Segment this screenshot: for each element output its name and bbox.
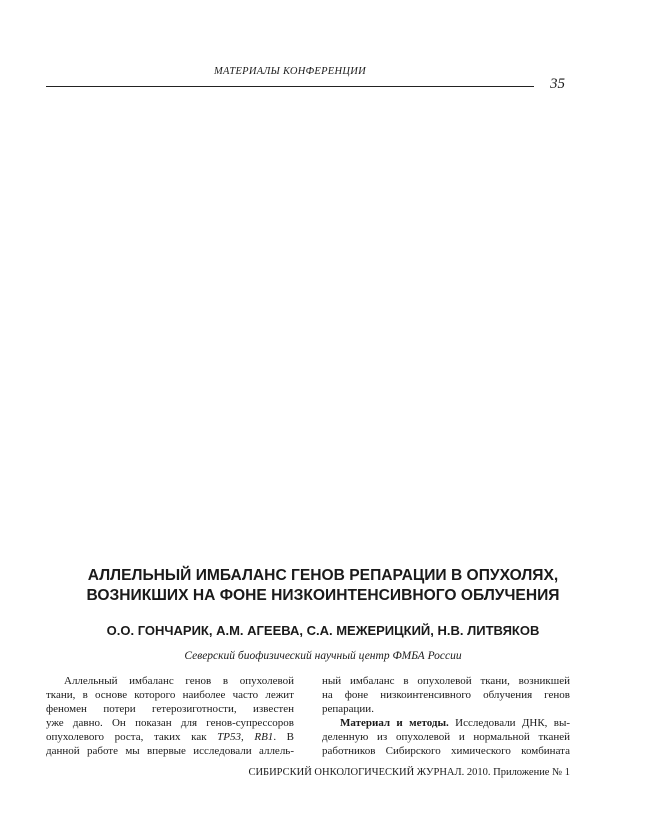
- body-line: данной работе мы впервые исследовали аллель-: [46, 745, 294, 757]
- authors: О.О. ГОНЧАРИК, А.М. АГЕЕВА, С.А. МЕЖЕРИЦКИЙ, Н.В. ЛИТВЯКОВ: [106, 623, 540, 638]
- body-line: ткани, в основе которого наиболее часто лежит: [46, 689, 294, 701]
- header-rule: [46, 86, 534, 87]
- body-line: феномен потери гетерозиготности, известен: [46, 703, 294, 715]
- body-text: Исследовали ДНК, вы-: [448, 717, 570, 729]
- body-line: на фоне низкоинтенсивного облучения генов: [322, 689, 570, 701]
- body-line: работников Сибирского химического комбината: [322, 745, 570, 757]
- body-text: опухолевого роста, таких как: [46, 731, 207, 743]
- article-title-line-2: ВОЗНИКШИХ НА ФОНЕ НИЗКОИНТЕНСИВНОГО ОБЛУЧЕНИЯ: [86, 587, 560, 604]
- methods-line: [322, 716, 570, 730]
- journal-footer: СИБИРСКИЙ ОНКОЛОГИЧЕСКИЙ ЖУРНАЛ. 2010. Приложение № 1: [248, 767, 570, 778]
- page-number: 35: [550, 76, 565, 92]
- body-line: репарации.: [322, 703, 374, 715]
- section-heading-methods: Материал и методы.: [340, 717, 449, 729]
- body-line: деленную из опухолевой и нормальной тканей: [322, 731, 570, 743]
- gene-name: TP53: [217, 731, 241, 743]
- article-title-line-1: АЛЛЕЛЬНЫЙ ИМБАЛАНС ГЕНОВ РЕПАРАЦИИ В ОПУХОЛЯХ,: [87, 567, 559, 584]
- article-title: [46, 566, 600, 606]
- body-line: уже давно. Он показан для генов-супрессоров: [46, 717, 294, 729]
- body-line-with-genes: опухолевого роста, таких как TP53, RB1. В: [46, 731, 295, 743]
- body-column-right: [322, 674, 570, 758]
- body-column-left: [46, 674, 294, 758]
- body-line: ный имбаланс в опухолевой ткани, возникшей: [322, 675, 570, 687]
- gene-name: RB1: [254, 731, 274, 743]
- body-text: . В: [273, 731, 295, 743]
- affiliation: Северский биофизический научный центр ФМБА России: [184, 650, 462, 662]
- page-header: [0, 0, 646, 100]
- body-line: Аллельный имбаланс генов в опухолевой: [64, 675, 294, 687]
- running-header-title: МАТЕРИАЛЫ КОНФЕРЕНЦИИ: [213, 66, 367, 77]
